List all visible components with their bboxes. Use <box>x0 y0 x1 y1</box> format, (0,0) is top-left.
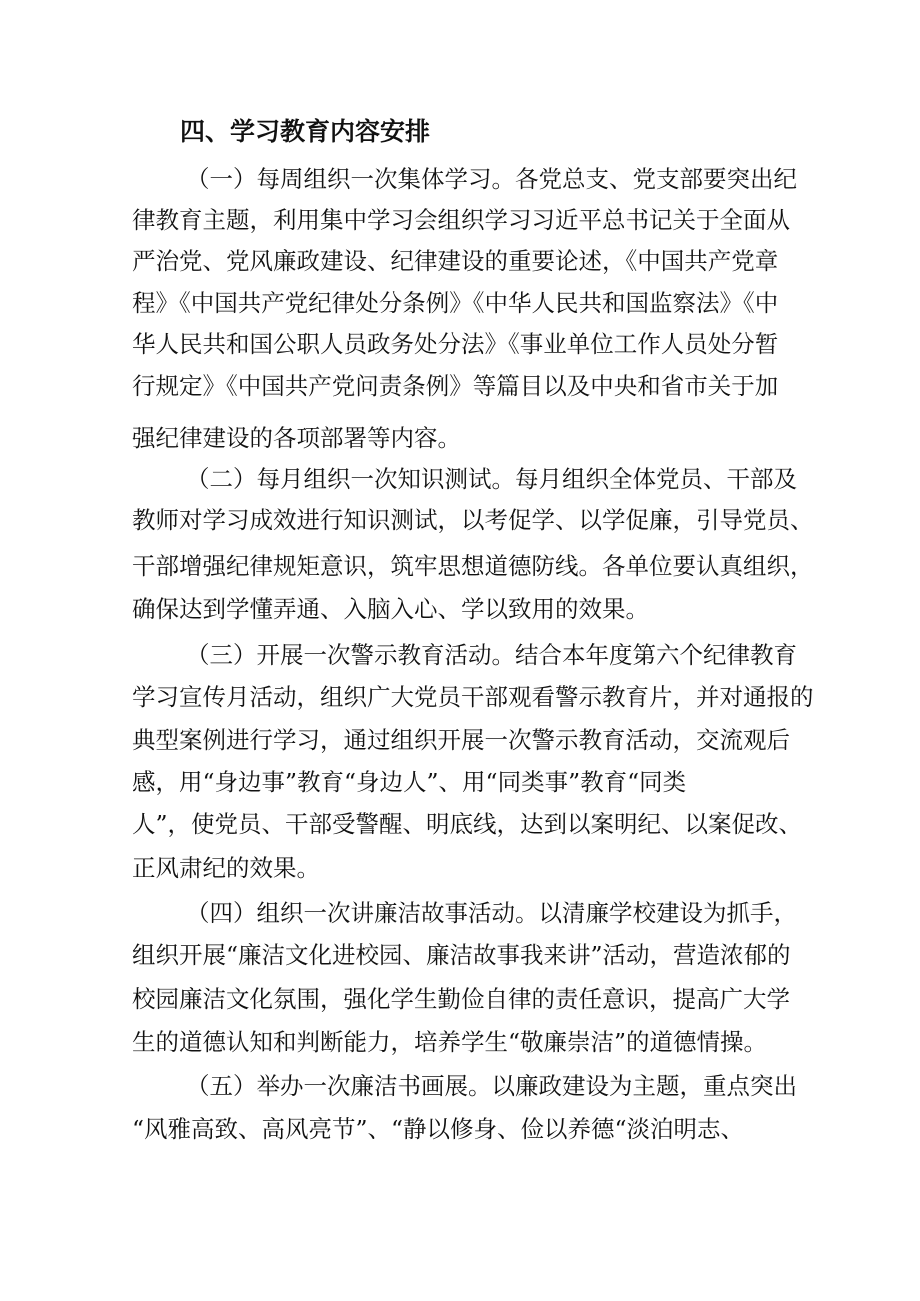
paragraph-1-line-4: 程》《中国共产党纪律处分条例》《中华人民共和国监察法》《中 <box>132 289 779 317</box>
paragraph-2-line-3: 干部增强纪律规矩意识，筑牢思想道德防线。各单位要认真组织， <box>132 552 814 580</box>
paragraph-3-line-2: 学习宣传月活动，组织广大党员干部观看警示教育片，并对通报的 <box>132 683 814 711</box>
paragraph-3-line-3: 典型案例进行学习，通过组织开展一次警示教育活动，交流观后 <box>132 726 790 754</box>
paragraph-4-line-2: 组织开展“廉洁文化进校园、廉洁故事我来讲”活动，营造浓郁的 <box>132 941 791 969</box>
paragraph-1-line-2: 律教育主题，利用集中学习会组织学习习近平总书记关于全面从 <box>132 206 790 234</box>
paragraph-4-line-4: 生的道德认知和判断能力，培养学生“敬廉崇洁”的道德情操。 <box>132 1028 768 1056</box>
paragraph-3-line-5: 人”，使党员、干部受警醒、明底线，达到以案明纪、以案促改、 <box>132 810 803 838</box>
paragraph-5-line-1: （五）举办一次廉洁书画展。以廉政建设为主题，重点突出 <box>186 1072 797 1100</box>
paragraph-1-line-6: 行规定》《中国共产党问责条例》等篇目以及中央和省市关于加 <box>132 372 779 400</box>
paragraph-2-line-1: （二）每月组织一次知识测试。每月组织全体党员、干部及 <box>186 465 797 493</box>
paragraph-3-line-6: 正风肃纪的效果。 <box>132 854 320 882</box>
paragraph-2-line-2: 教师对学习成效进行知识测试，以考促学、以学促廉，引导党员、 <box>132 506 814 534</box>
section-heading: 四、学习教育内容安排 <box>180 117 431 146</box>
paragraph-4-line-3: 校园廉洁文化氛围，强化学生勤俭自律的责任意识，提高广大学 <box>132 985 790 1013</box>
paragraph-2-line-4: 确保达到学懂弄通、入脑入心、学以致用的效果。 <box>132 595 649 623</box>
paragraph-1-line-1: （一）每周组织一次集体学习。各党总支、党支部要突出纪 <box>186 165 797 193</box>
paragraph-1-line-7: 强纪律建设的各项部署等内容。 <box>132 424 461 452</box>
paragraph-5-line-2: “风雅高致、高风亮节”、“静以修身、俭以养德“淡泊明志、 <box>132 1115 745 1143</box>
paragraph-3-line-4: 感，用“身边事”教育“身边人”、用“同类事”教育“同类 <box>132 768 687 796</box>
paragraph-4-line-1: （四）组织一次讲廉洁故事活动。以清廉学校建设为抓手， <box>186 899 797 927</box>
paragraph-3-line-1: （三）开展一次警示教育活动。结合本年度第六个纪律教育 <box>186 641 797 669</box>
paragraph-1-line-5: 华人民共和国公职人员政务处分法》《事业单位工作人员处分暂 <box>132 330 779 358</box>
paragraph-1-line-3: 严治党、党风廉政建设、纪律建设的重要论述，《中国共产党章 <box>132 247 779 275</box>
